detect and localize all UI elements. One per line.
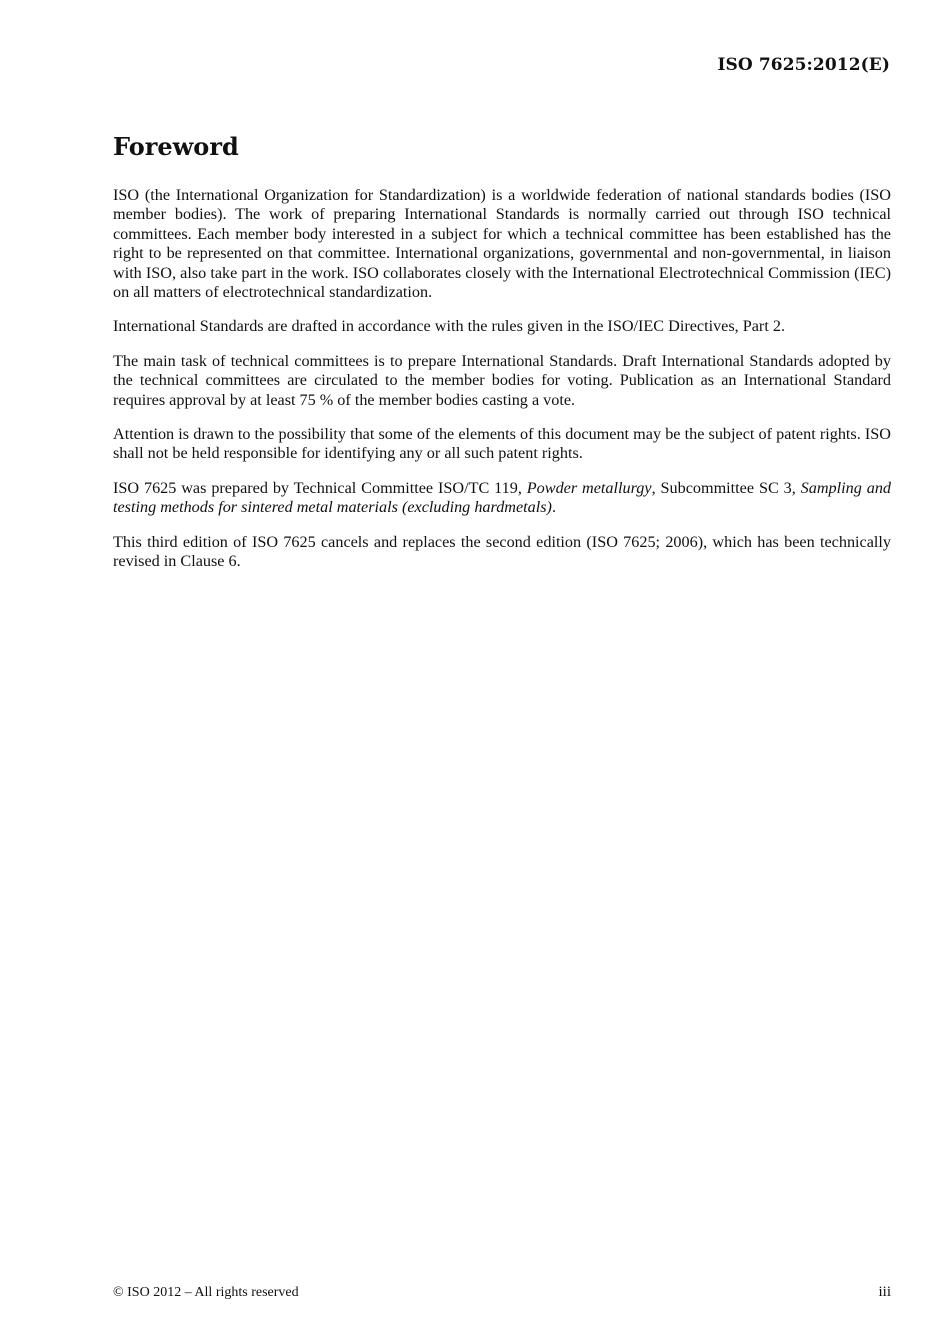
subcommittee-title: Sampling and testing methods for sintered metal materials (excluding hardmetals) <box>113 478 892 517</box>
document-id: ISO 7625:2012(E) <box>717 55 890 75</box>
paragraph-committee-task: The main task of technical committees is to prepare International Standards. Draft International Standards adopted by the technical committees are circulated to the member bodies for voting. Publication as an International Standard requires approval by at least 75 % of the member bodies casting a vote. <box>113 351 891 409</box>
page-number: iii <box>878 1284 891 1300</box>
prepared-by-mid: , Subcommittee SC 3, <box>651 478 801 497</box>
prepared-by-intro: ISO 7625 was prepared by Technical Committee ISO/TC 119, <box>113 478 527 497</box>
prepared-by-end: . <box>551 498 556 517</box>
foreword-body <box>113 186 891 587</box>
paragraph-patent-rights: Attention is drawn to the possibility that some of the elements of this document may be the subject of patent rights. ISO shall not be held responsible for identifying any or all such patent rights. <box>113 425 891 463</box>
paragraph-directives: International Standards are drafted in accordance with the rules given in the ISO/IEC Directives, Part 2. <box>113 317 786 336</box>
paragraph-edition: This third edition of ISO 7625 cancels and replaces the second edition (ISO 7625; 2006), which has been technically revised in Clause 6. <box>113 532 891 571</box>
committee-title: Powder metallurgy <box>526 478 652 497</box>
paragraph-iso-federation: ISO (the International Organization for Standardization) is a worldwide federation of national standards bodies (ISO member bodies). The work of preparing International Standards is normally carried out through ISO technical committees. Each member body interested in a subject for which a technical committee has been established has the right to be represented on that committee. International organizations, governmental and non-governmental, in liaison with ISO, also take part in the work. ISO collaborates closely with the International Electrotechnical Commission (IEC) on all matters of electrotechnical standardization. <box>113 186 891 302</box>
paragraph-prepared-by <box>113 479 891 518</box>
page-title: Foreword <box>113 132 239 161</box>
copyright-notice: © ISO 2012 – All rights reserved <box>113 1285 299 1300</box>
